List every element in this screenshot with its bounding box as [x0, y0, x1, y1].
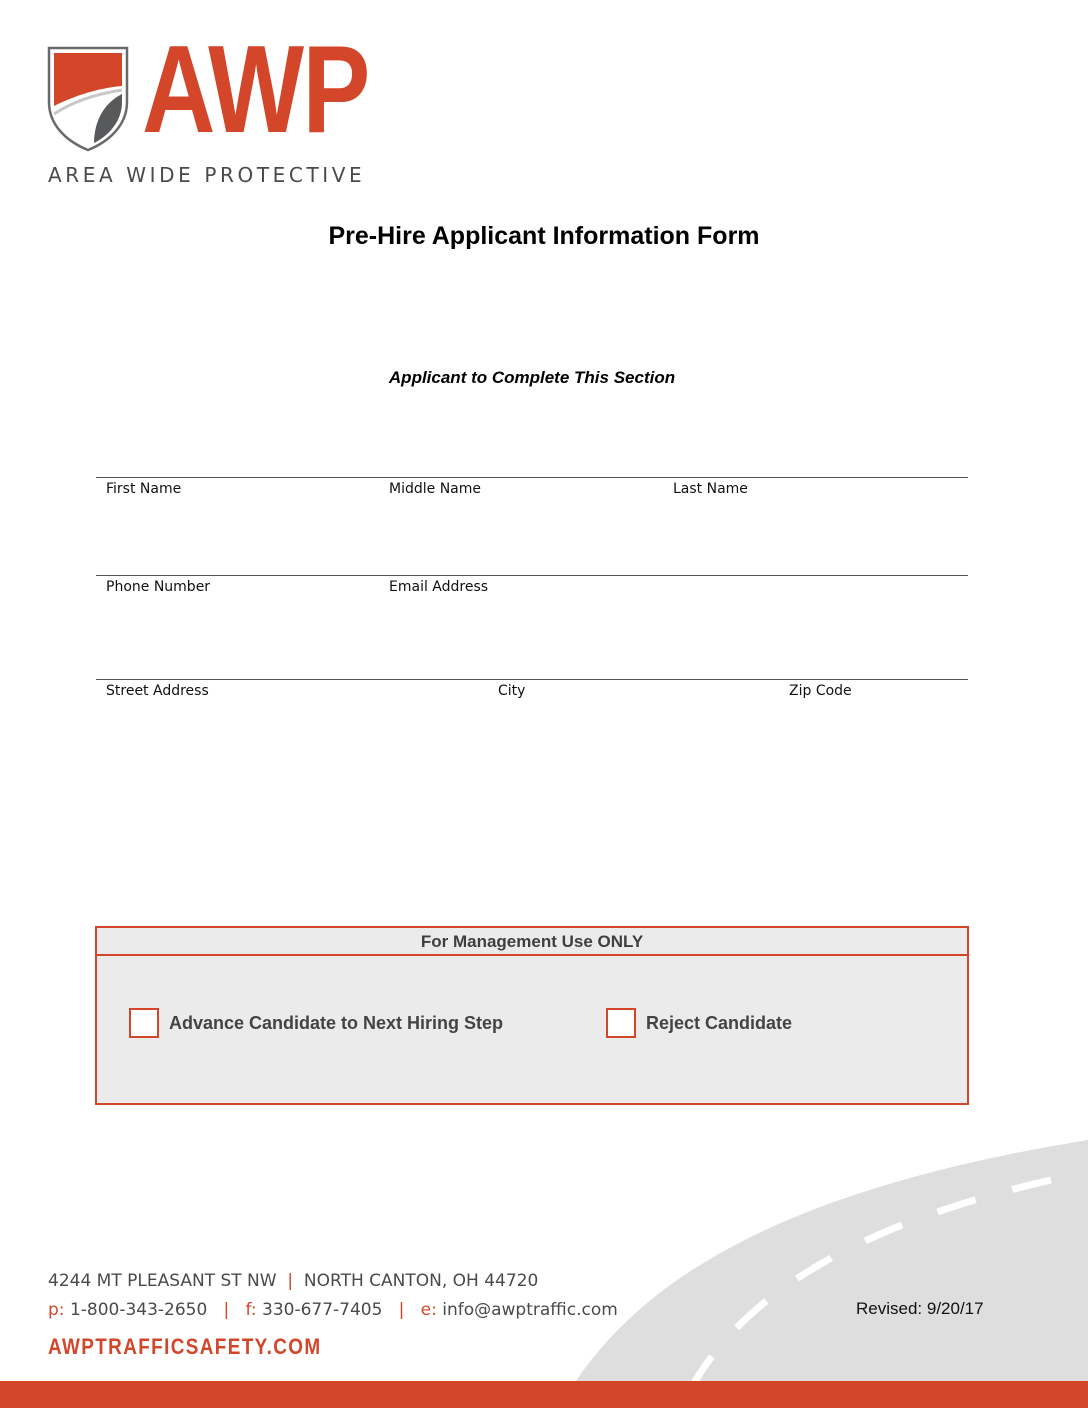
management-heading: For Management Use ONLY: [97, 928, 967, 956]
email-address[interactable]: info@awptraffic.com: [442, 1300, 618, 1320]
advance-candidate-checkbox[interactable]: [129, 1008, 159, 1038]
website-link[interactable]: AWPTRAFFICSAFETY.COM: [48, 1334, 322, 1359]
fax-number: 330-677-7405: [262, 1300, 383, 1320]
company-logo: [46, 21, 369, 189]
advance-candidate-label: Advance Candidate to Next Hiring Step: [169, 1012, 504, 1033]
email-prefix: e:: [420, 1300, 437, 1320]
field-divider: [96, 679, 968, 680]
phone-number: 1-800-343-2650: [69, 1300, 208, 1320]
address-city: NORTH CANTON, OH 44720: [303, 1271, 539, 1291]
phone-prefix: p:: [48, 1300, 65, 1320]
fax-prefix: f:: [245, 1300, 257, 1320]
revised-date: Revised: 9/20/17: [856, 1299, 984, 1318]
reject-candidate-label: Reject Candidate: [646, 1012, 793, 1033]
shield-road-icon: [46, 44, 130, 152]
separator: |: [287, 1271, 294, 1291]
separator: |: [223, 1300, 230, 1320]
address-street: 4244 MT PLEASANT ST NW: [48, 1271, 277, 1291]
zip-code-label: Zip Code: [789, 683, 852, 699]
email-address-label: Email Address: [389, 579, 489, 595]
city-label: City: [498, 683, 526, 699]
page-title: Pre-Hire Applicant Information Form: [328, 222, 760, 250]
field-divider: [96, 575, 968, 576]
advance-candidate-option[interactable]: [129, 1008, 503, 1038]
logo-wordmark: AWP: [142, 21, 369, 159]
last-name-label: Last Name: [673, 481, 748, 497]
footer-contact: [48, 1300, 618, 1320]
phone-number-label: Phone Number: [106, 579, 211, 595]
field-divider: [96, 477, 968, 478]
section-heading: Applicant to Complete This Section: [388, 368, 676, 387]
separator: |: [398, 1300, 405, 1320]
reject-candidate-checkbox[interactable]: [606, 1008, 636, 1038]
reject-candidate-option[interactable]: [606, 1008, 792, 1038]
logo-tagline: AREA WIDE PROTECTIVE: [48, 163, 366, 187]
first-name-label: First Name: [106, 481, 182, 497]
management-section: [95, 926, 969, 1105]
footer-address: [48, 1271, 538, 1291]
middle-name-label: Middle Name: [389, 481, 481, 497]
footer-bar: [0, 1381, 1088, 1408]
street-address-label: Street Address: [106, 683, 209, 699]
